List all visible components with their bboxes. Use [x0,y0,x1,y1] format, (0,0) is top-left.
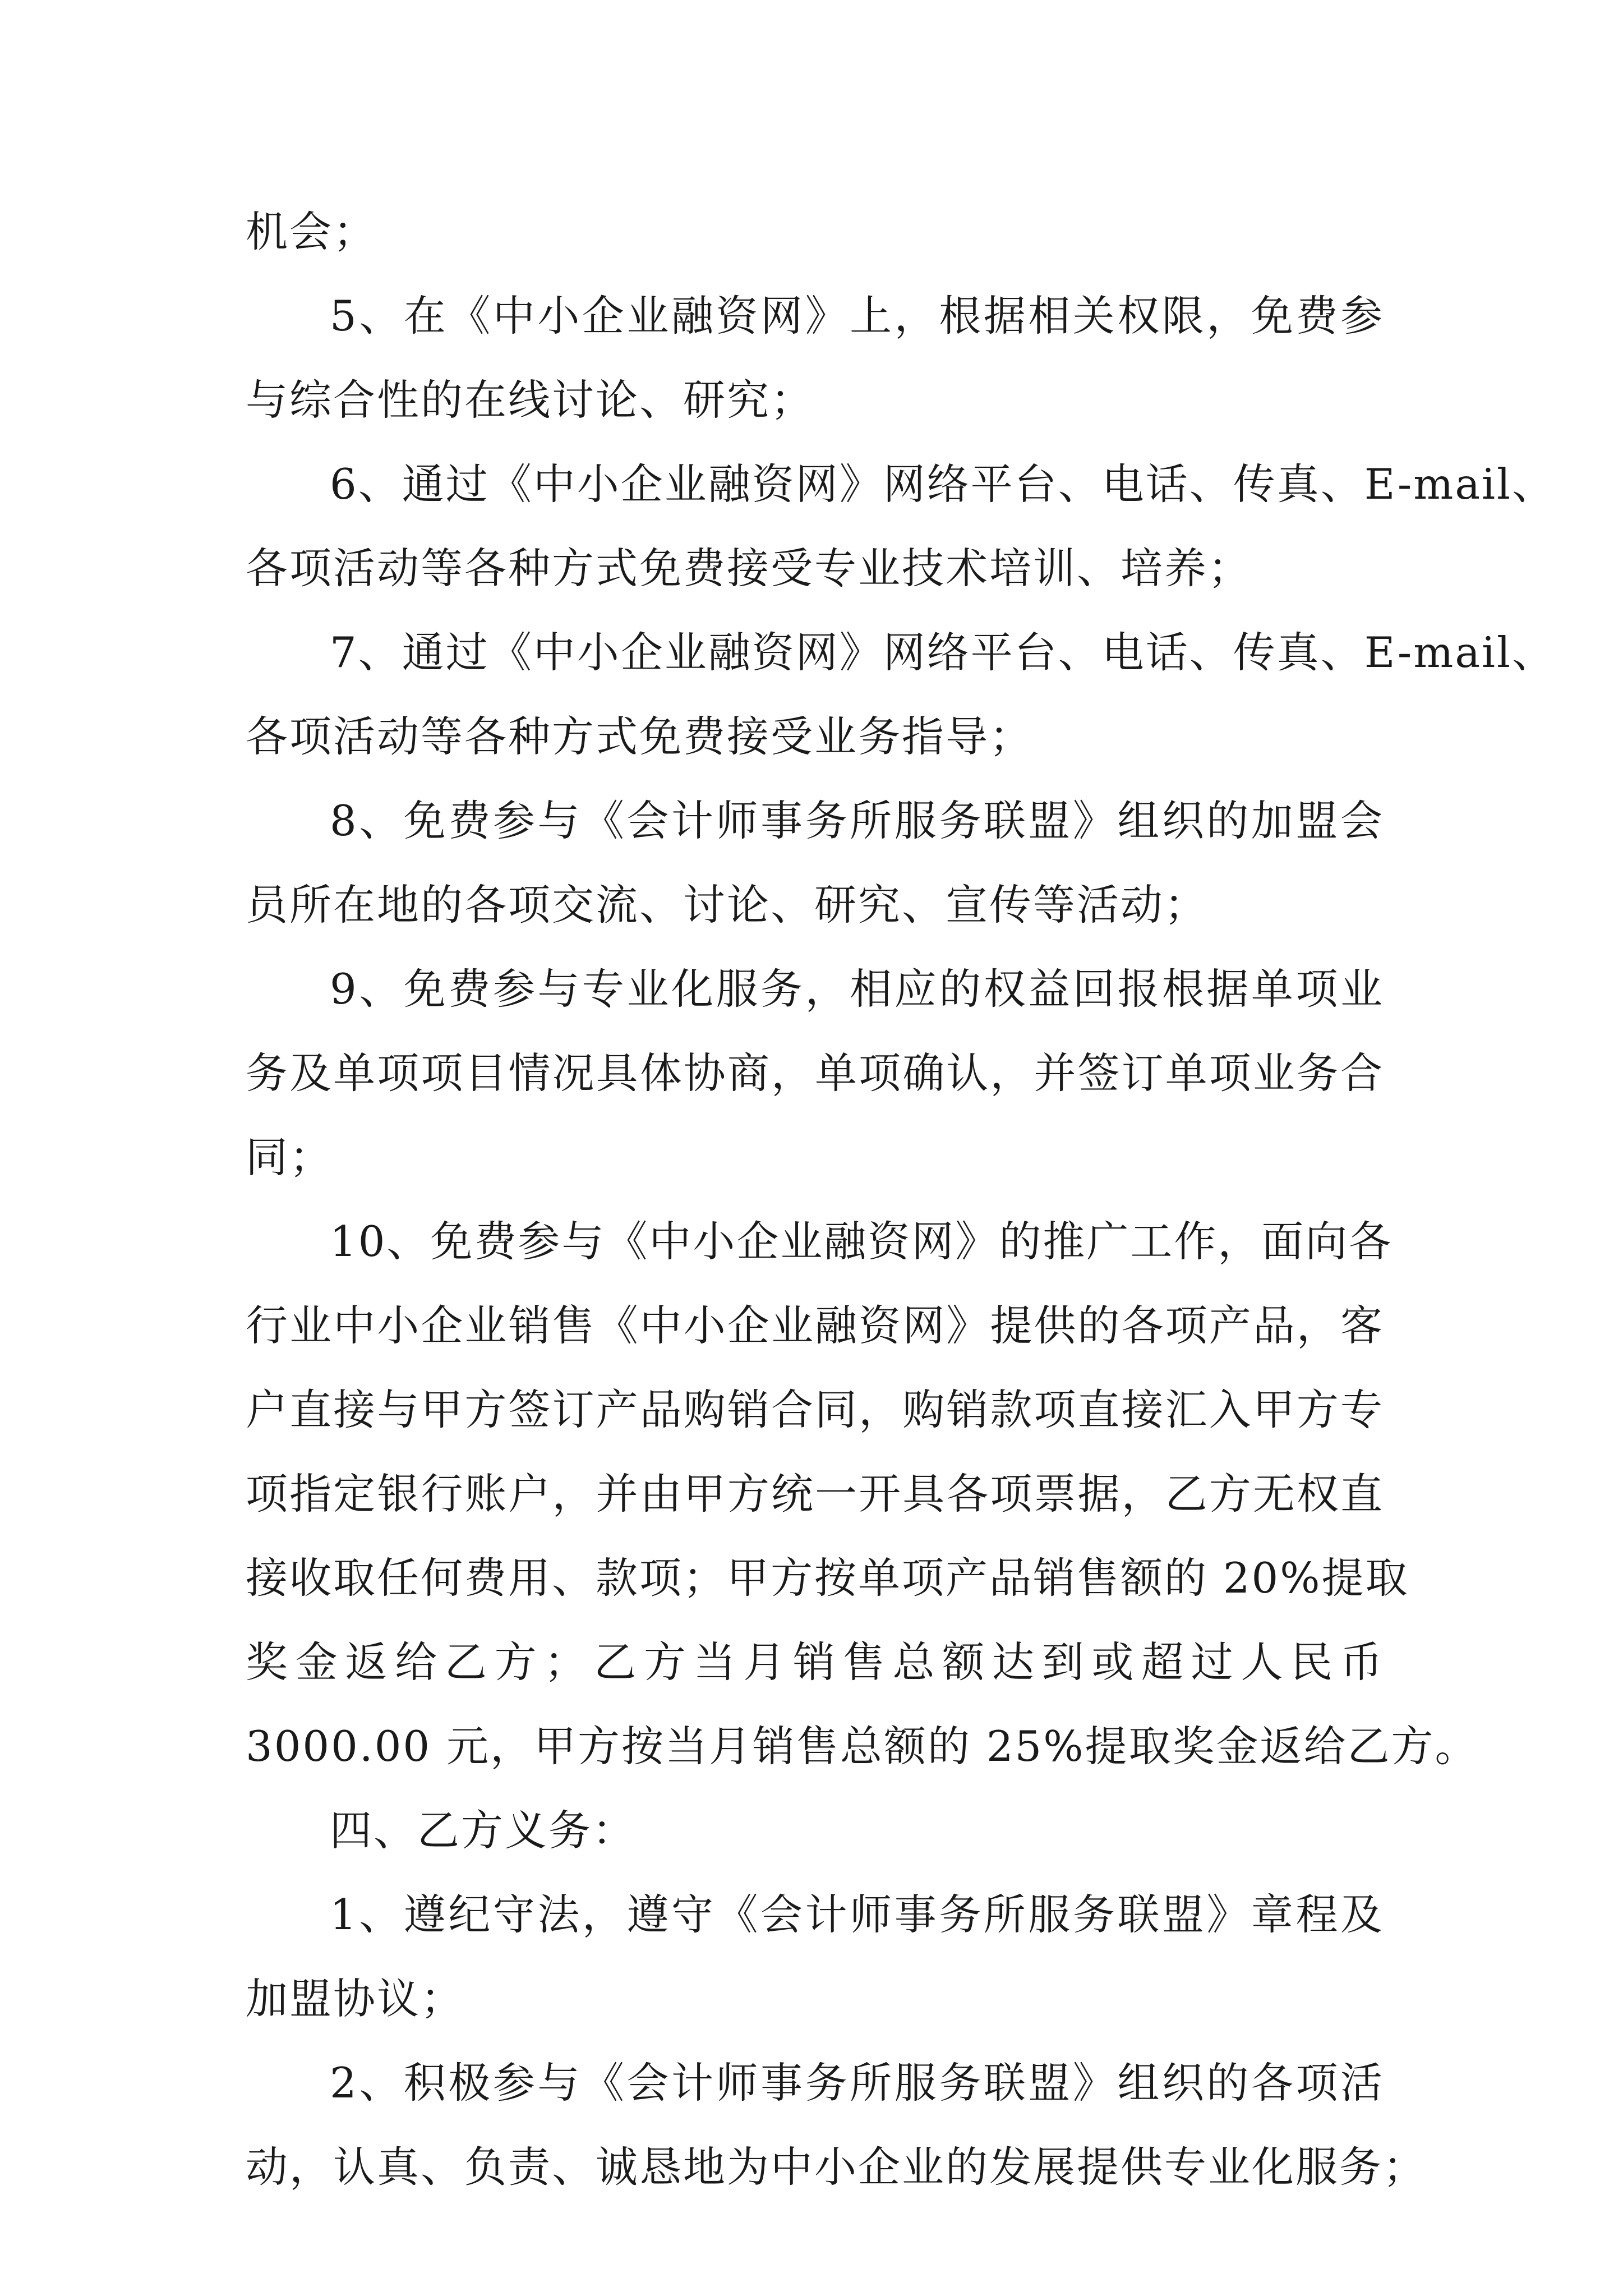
text-line: 加盟协议； [246,1974,465,2023]
section-heading: 四、乙方义务： [330,1806,637,1855]
text-line: 接收取任何费用、款项；甲方按单项产品销售额的 20%提取 [246,1553,1409,1603]
text-line: 3000.00 元，甲方按当月销售总额的 25%提取奖金返给乙方。 [246,1722,1479,1771]
text-line: 奖金返给乙方；乙方当月销售总额达到或超过人民币 [246,1637,1384,1687]
text-line: 户直接与甲方签订产品购销合同，购销款项直接汇入甲方专 [246,1385,1384,1434]
text-line: 8、免费参与《会计师事务所服务联盟》组织的加盟会 [330,796,1384,845]
text-line: 员所在地的各项交流、讨论、研究、宣传等活动； [246,880,1209,930]
text-line: 务及单项项目情况具体协商，单项确认，并签订单项业务合 [246,1048,1384,1098]
text-line: 7、通过《中小企业融资网》网络平台、电话、传真、E-mail、 [330,628,1556,677]
text-line: 2、积极参与《会计师事务所服务联盟》组织的各项活 [330,2058,1384,2108]
text-line: 5、在《中小企业融资网》上，根据相关权限，免费参 [330,291,1384,341]
text-line: 6、通过《中小企业融资网》网络平台、电话、传真、E-mail、 [330,459,1556,509]
text-line: 10、免费参与《中小企业融资网》的推广工作，面向各 [330,1217,1393,1266]
text-line: 1、遵纪守法，遵守《会计师事务所服务联盟》章程及 [330,1890,1384,1939]
text-line: 各项活动等各种方式免费接受业务指导； [246,712,1034,761]
text-line: 动，认真、负责、诚恳地为中小企业的发展提供专业化服务； [246,2142,1427,2192]
text-line: 机会； [246,207,377,256]
text-line: 项指定银行账户，并由甲方统一开具各项票据，乙方无权直 [246,1469,1384,1519]
text-line: 9、免费参与专业化服务，相应的权益回报根据单项业 [330,964,1384,1014]
text-line: 行业中小企业销售《中小企业融资网》提供的各项产品，客 [246,1301,1384,1350]
text-line: 与综合性的在线讨论、研究； [246,375,815,425]
text-line: 同； [246,1133,334,1182]
text-line: 各项活动等各种方式免费接受专业技术培训、培养； [246,544,1252,593]
